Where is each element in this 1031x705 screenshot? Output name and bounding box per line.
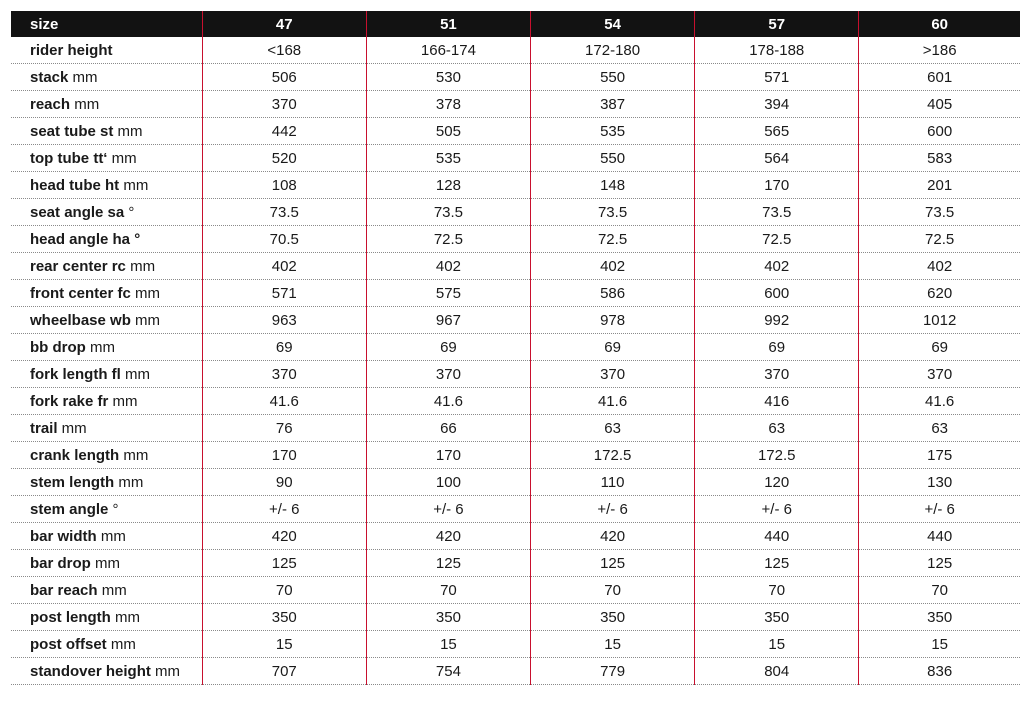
row-label bbox=[11, 307, 202, 334]
value-cell: 128 bbox=[366, 172, 530, 199]
value-cell: <168 bbox=[202, 37, 366, 64]
value-cell: 70 bbox=[202, 577, 366, 604]
table-row bbox=[11, 496, 1020, 523]
row-label-unit: mm bbox=[130, 311, 161, 329]
header-row bbox=[11, 11, 1020, 37]
row-label bbox=[11, 496, 202, 523]
value-cell: 402 bbox=[366, 253, 530, 280]
value-cell: 350 bbox=[695, 604, 859, 631]
value-cell: 370 bbox=[859, 361, 1020, 388]
value-cell: 170 bbox=[202, 442, 366, 469]
value-cell: 73.5 bbox=[202, 199, 366, 226]
value-cell: 170 bbox=[366, 442, 530, 469]
value-cell: 41.6 bbox=[531, 388, 695, 415]
row-label bbox=[11, 469, 202, 496]
row-label-unit: mm bbox=[114, 473, 144, 491]
row-label bbox=[11, 388, 202, 415]
value-cell: 72.5 bbox=[366, 226, 530, 253]
value-cell: 420 bbox=[202, 523, 366, 550]
value-cell: 41.6 bbox=[202, 388, 366, 415]
value-cell: 130 bbox=[859, 469, 1020, 496]
value-cell: +/- 6 bbox=[531, 496, 695, 523]
value-cell: 69 bbox=[531, 334, 695, 361]
value-cell: 90 bbox=[202, 469, 366, 496]
row-label bbox=[11, 37, 202, 64]
size-column-header: 57 bbox=[695, 11, 859, 37]
value-cell: 370 bbox=[202, 91, 366, 118]
row-label bbox=[11, 604, 202, 631]
value-cell: 535 bbox=[531, 118, 695, 145]
value-cell: 571 bbox=[695, 64, 859, 91]
value-cell: 108 bbox=[202, 172, 366, 199]
value-cell: 15 bbox=[859, 631, 1020, 658]
value-cell: 69 bbox=[366, 334, 530, 361]
value-cell: +/- 6 bbox=[202, 496, 366, 523]
value-cell: 70 bbox=[695, 577, 859, 604]
value-cell: 420 bbox=[531, 523, 695, 550]
value-cell: 564 bbox=[695, 145, 859, 172]
row-label-name: crank length bbox=[30, 446, 120, 464]
value-cell: 583 bbox=[859, 145, 1020, 172]
value-cell: 172.5 bbox=[695, 442, 859, 469]
value-cell: 41.6 bbox=[366, 388, 530, 415]
table-row bbox=[11, 415, 1020, 442]
row-label bbox=[11, 118, 202, 145]
row-label-unit: mm bbox=[119, 176, 149, 194]
row-label-unit: mm bbox=[110, 608, 140, 626]
value-cell: 520 bbox=[202, 145, 366, 172]
value-cell: 125 bbox=[531, 550, 695, 577]
row-label bbox=[11, 145, 202, 172]
row-label-unit: ° bbox=[108, 500, 119, 518]
value-cell: 72.5 bbox=[531, 226, 695, 253]
value-cell: 571 bbox=[202, 280, 366, 307]
value-cell: 15 bbox=[202, 631, 366, 658]
value-cell: 63 bbox=[859, 415, 1020, 442]
row-label-name: top tube tt‘ bbox=[30, 149, 108, 167]
value-cell: 15 bbox=[695, 631, 859, 658]
row-label bbox=[11, 280, 202, 307]
row-label-unit: mm bbox=[107, 149, 137, 167]
row-label-unit: mm bbox=[130, 284, 161, 302]
value-cell: 76 bbox=[202, 415, 366, 442]
value-cell: 73.5 bbox=[531, 199, 695, 226]
row-label bbox=[11, 199, 202, 226]
row-label bbox=[11, 64, 202, 91]
value-cell: 70 bbox=[531, 577, 695, 604]
value-cell: 166-174 bbox=[366, 37, 530, 64]
value-cell: 148 bbox=[531, 172, 695, 199]
value-cell: 370 bbox=[366, 361, 530, 388]
table-row bbox=[11, 469, 1020, 496]
value-cell: 535 bbox=[366, 145, 530, 172]
value-cell: 70 bbox=[366, 577, 530, 604]
value-cell: 63 bbox=[531, 415, 695, 442]
value-cell: 505 bbox=[366, 118, 530, 145]
value-cell: 836 bbox=[859, 658, 1020, 685]
row-label-name: post offset bbox=[30, 635, 107, 653]
value-cell: 405 bbox=[859, 91, 1020, 118]
value-cell: 69 bbox=[202, 334, 366, 361]
value-cell: 175 bbox=[859, 442, 1020, 469]
table-row bbox=[11, 523, 1020, 550]
value-cell: 170 bbox=[695, 172, 859, 199]
value-cell: +/- 6 bbox=[859, 496, 1020, 523]
value-cell: 172-180 bbox=[531, 37, 695, 64]
table-row bbox=[11, 388, 1020, 415]
row-label-unit: ° bbox=[124, 203, 135, 221]
value-cell: 967 bbox=[366, 307, 530, 334]
size-column-header: 60 bbox=[859, 11, 1020, 37]
row-label-name: bar width bbox=[30, 527, 97, 545]
row-label bbox=[11, 658, 202, 685]
value-cell: 420 bbox=[366, 523, 530, 550]
value-cell: 600 bbox=[859, 118, 1020, 145]
value-cell: 110 bbox=[531, 469, 695, 496]
value-cell: 73.5 bbox=[695, 199, 859, 226]
table-row bbox=[11, 550, 1020, 577]
row-label-name: bb drop bbox=[30, 338, 86, 356]
row-label-unit: mm bbox=[119, 446, 149, 464]
row-label-name: stack bbox=[30, 68, 69, 86]
value-cell: 530 bbox=[366, 64, 530, 91]
value-cell: 402 bbox=[695, 253, 859, 280]
value-cell: +/- 6 bbox=[366, 496, 530, 523]
row-label-unit: mm bbox=[125, 257, 156, 275]
value-cell: 70.5 bbox=[202, 226, 366, 253]
value-cell: 416 bbox=[695, 388, 859, 415]
table-row bbox=[11, 361, 1020, 388]
row-label-unit: mm bbox=[68, 68, 98, 86]
value-cell: 125 bbox=[366, 550, 530, 577]
value-cell: +/- 6 bbox=[695, 496, 859, 523]
value-cell: 15 bbox=[366, 631, 530, 658]
value-cell: 620 bbox=[859, 280, 1020, 307]
value-cell: 963 bbox=[202, 307, 366, 334]
table-row bbox=[11, 37, 1020, 64]
value-cell: 350 bbox=[531, 604, 695, 631]
row-label-name: front center fc bbox=[30, 284, 131, 302]
value-cell: 125 bbox=[859, 550, 1020, 577]
value-cell: 754 bbox=[366, 658, 530, 685]
table-row bbox=[11, 253, 1020, 280]
value-cell: 550 bbox=[531, 64, 695, 91]
row-label-unit: mm bbox=[150, 662, 181, 680]
row-label-name: fork length fl bbox=[30, 365, 121, 383]
value-cell: 394 bbox=[695, 91, 859, 118]
value-cell: 442 bbox=[202, 118, 366, 145]
value-cell: 15 bbox=[531, 631, 695, 658]
value-cell: 125 bbox=[202, 550, 366, 577]
value-cell: 66 bbox=[366, 415, 530, 442]
value-cell: 402 bbox=[859, 253, 1020, 280]
value-cell: 601 bbox=[859, 64, 1020, 91]
row-label bbox=[11, 442, 202, 469]
row-label-unit: mm bbox=[90, 554, 121, 572]
value-cell: 804 bbox=[695, 658, 859, 685]
table-row bbox=[11, 334, 1020, 361]
value-cell: 402 bbox=[202, 253, 366, 280]
table-row bbox=[11, 118, 1020, 145]
value-cell: 992 bbox=[695, 307, 859, 334]
table-row bbox=[11, 145, 1020, 172]
row-label-name: post length bbox=[30, 608, 111, 626]
value-cell: 178-188 bbox=[695, 37, 859, 64]
value-cell: 1012 bbox=[859, 307, 1020, 334]
value-cell: 378 bbox=[366, 91, 530, 118]
value-cell: 779 bbox=[531, 658, 695, 685]
row-label-name: reach bbox=[30, 95, 71, 113]
table-row bbox=[11, 604, 1020, 631]
row-label-name: stem length bbox=[30, 473, 115, 491]
value-cell: 402 bbox=[531, 253, 695, 280]
row-label-name: bar drop bbox=[30, 554, 91, 572]
table-row bbox=[11, 91, 1020, 118]
row-label-unit: mm bbox=[113, 122, 143, 140]
value-cell: 63 bbox=[695, 415, 859, 442]
row-label-name: rear center rc bbox=[30, 257, 126, 275]
row-label-name: bar reach bbox=[30, 581, 98, 599]
value-cell: 350 bbox=[859, 604, 1020, 631]
value-cell: 575 bbox=[366, 280, 530, 307]
row-label-name: head tube ht bbox=[30, 176, 120, 194]
row-label bbox=[11, 577, 202, 604]
value-cell: 370 bbox=[202, 361, 366, 388]
value-cell: 69 bbox=[695, 334, 859, 361]
value-cell: 73.5 bbox=[366, 199, 530, 226]
value-cell: 440 bbox=[859, 523, 1020, 550]
row-label-name: wheelbase wb bbox=[30, 311, 131, 329]
table-row bbox=[11, 631, 1020, 658]
value-cell: 70 bbox=[859, 577, 1020, 604]
value-cell: >186 bbox=[859, 37, 1020, 64]
row-label-unit: mm bbox=[97, 581, 127, 599]
row-label-name: trail bbox=[30, 419, 58, 437]
row-label-name: seat tube st bbox=[30, 122, 114, 140]
row-label-unit: mm bbox=[106, 635, 136, 653]
value-cell: 565 bbox=[695, 118, 859, 145]
value-cell: 120 bbox=[695, 469, 859, 496]
value-cell: 350 bbox=[202, 604, 366, 631]
row-label bbox=[11, 172, 202, 199]
table-row bbox=[11, 658, 1020, 685]
value-cell: 41.6 bbox=[859, 388, 1020, 415]
table-row bbox=[11, 172, 1020, 199]
row-label bbox=[11, 631, 202, 658]
row-label-name: seat angle sa bbox=[30, 203, 125, 221]
row-label-name: fork rake fr bbox=[30, 392, 109, 410]
value-cell: 370 bbox=[531, 361, 695, 388]
value-cell: 506 bbox=[202, 64, 366, 91]
table-row bbox=[11, 280, 1020, 307]
size-column-header: 47 bbox=[202, 11, 366, 37]
row-label-unit: mm bbox=[120, 365, 150, 383]
value-cell: 600 bbox=[695, 280, 859, 307]
value-cell: 586 bbox=[531, 280, 695, 307]
row-label bbox=[11, 415, 202, 442]
value-cell: 978 bbox=[531, 307, 695, 334]
table-row bbox=[11, 307, 1020, 334]
row-label bbox=[11, 91, 202, 118]
row-label-unit: mm bbox=[57, 419, 87, 437]
value-cell: 387 bbox=[531, 91, 695, 118]
geometry-table-container bbox=[11, 11, 1020, 685]
value-cell: 73.5 bbox=[859, 199, 1020, 226]
value-cell: 72.5 bbox=[695, 226, 859, 253]
row-label-unit: mm bbox=[70, 95, 100, 113]
value-cell: 550 bbox=[531, 145, 695, 172]
table-row bbox=[11, 199, 1020, 226]
value-cell: 707 bbox=[202, 658, 366, 685]
value-cell: 370 bbox=[695, 361, 859, 388]
row-label bbox=[11, 226, 202, 253]
value-cell: 172.5 bbox=[531, 442, 695, 469]
table-row bbox=[11, 577, 1020, 604]
value-cell: 201 bbox=[859, 172, 1020, 199]
size-column-header: 51 bbox=[366, 11, 530, 37]
row-label bbox=[11, 523, 202, 550]
size-header: size bbox=[11, 11, 202, 37]
table-row bbox=[11, 64, 1020, 91]
row-label-name: stem angle bbox=[30, 500, 109, 518]
row-label-name: head angle ha ° bbox=[30, 230, 141, 248]
geometry-table-body bbox=[11, 37, 1020, 685]
value-cell: 72.5 bbox=[859, 226, 1020, 253]
value-cell: 69 bbox=[859, 334, 1020, 361]
row-label bbox=[11, 334, 202, 361]
row-label-unit: mm bbox=[85, 338, 115, 356]
value-cell: 350 bbox=[366, 604, 530, 631]
geometry-table bbox=[11, 11, 1020, 685]
row-label bbox=[11, 253, 202, 280]
row-label-unit: mm bbox=[96, 527, 126, 545]
row-label bbox=[11, 361, 202, 388]
row-label-name: standover height bbox=[30, 662, 151, 680]
value-cell: 440 bbox=[695, 523, 859, 550]
row-label-name: rider height bbox=[30, 41, 113, 59]
size-column-header: 54 bbox=[531, 11, 695, 37]
row-label bbox=[11, 550, 202, 577]
row-label-unit: mm bbox=[108, 392, 138, 410]
table-row bbox=[11, 442, 1020, 469]
value-cell: 100 bbox=[366, 469, 530, 496]
table-row bbox=[11, 226, 1020, 253]
value-cell: 125 bbox=[695, 550, 859, 577]
